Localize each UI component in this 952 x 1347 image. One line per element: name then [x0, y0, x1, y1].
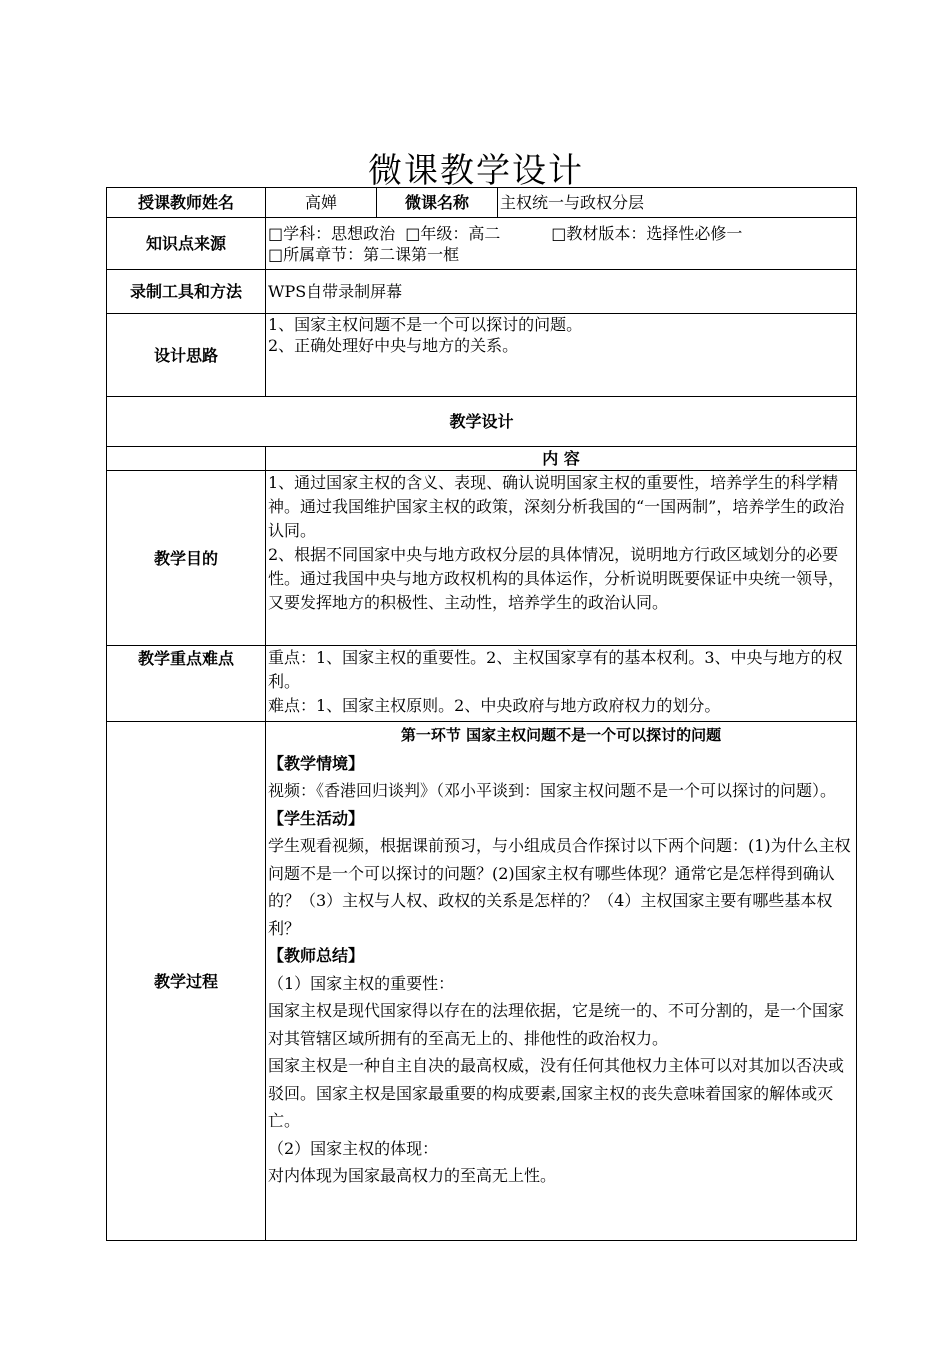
- teacher-name: 高婵: [266, 188, 377, 218]
- idea-cell: [266, 314, 857, 397]
- section-title: 教学设计: [107, 397, 857, 447]
- course-name: 主权统一与政权分层: [498, 188, 857, 218]
- process-section-title: 第一环节 国家主权问题不是一个可以探讨的问题: [400, 726, 722, 744]
- goal-label: 教学目的: [107, 471, 266, 646]
- source-cell: [266, 218, 857, 270]
- idea-item-1: 1、国家主权问题不是一个可以探讨的问题。: [268, 315, 583, 334]
- summary-line-4: （2）国家主权的体现：: [268, 1138, 439, 1158]
- process-cell: [266, 722, 857, 1241]
- page-title: 微课教学设计: [368, 151, 584, 191]
- summary-heading: 【教师总结】: [268, 946, 365, 965]
- goal-paragraph-1: 1、通过国家主权的含义、表现、确认说明国家主权的重要性，培养学生的科学精神。通过我国维护国家主权的政策，深刻分析我国的“一国两制”，培养学生的政治认同。: [268, 473, 845, 540]
- goal-paragraph-2: 2、根据不同国家中央与地方政权分层的具体情况，说明地方行政区域划分的必要性。通过我国中央与地方政权机构的具体运作，分析说明既要保证中央统一领导，又要发挥地方的积极性、主动性，培养学生的政治认同。: [268, 545, 845, 612]
- source-line-2: □所属章节：第二课第一框: [268, 244, 460, 264]
- summary-line-3: 国家主权是一种自主自决的最高权威，没有任何其他权力主体可以对其加以否决或驳回。国家主权是国家最重要的构成要素,国家主权的丧失意味着国家的解体或灭亡。: [268, 1056, 845, 1130]
- summary-line-1: （1）国家主权的重要性：: [268, 973, 455, 993]
- lesson-design-table: [106, 187, 857, 1241]
- process-label: 教学过程: [107, 722, 266, 1241]
- summary-line-5: 对内体现为国家最高权力的至高无上性。: [268, 1166, 557, 1185]
- activity-heading: 【学生活动】: [268, 808, 365, 828]
- difficulties: 难点：1、国家主权原则。2、中央政府与地方政府权力的划分。: [268, 696, 721, 715]
- activity-text: 学生观看视频，根据课前预习，与小组成员合作探讨以下两个问题：(1)为什么主权问题不是一个可以探讨的问题？(2)国家主权有哪些体现？通常它是怎样得到确认的？（3）主权与人权、政权的关系是怎样的？（4）主权国家主要有哪些基本权利？: [268, 836, 851, 938]
- teacher-label: 授课教师姓名: [107, 188, 266, 218]
- situation-text: 视频：《香港回归谈判》（邓小平谈到：国家主权问题不是一个可以探讨的问题）。: [268, 781, 837, 800]
- content-header: 内 容: [266, 447, 857, 471]
- tools-label: 录制工具和方法: [107, 270, 266, 314]
- goal-cell: [266, 471, 857, 646]
- tools-value: WPS自带录制屏幕: [266, 270, 857, 314]
- source-label: 知识点来源: [107, 218, 266, 270]
- key-label: 教学重点难点: [107, 646, 266, 722]
- idea-label: 设计思路: [107, 314, 266, 397]
- content-header-blank: [107, 447, 266, 471]
- situation-heading: 【教学情境】: [268, 753, 365, 773]
- idea-item-2: 2、正确处理好中央与地方的关系。: [268, 336, 519, 355]
- key-points: 重点：1、国家主权的重要性。2、主权国家享有的基本权利。3、中央与地方的权利。: [268, 648, 843, 691]
- source-line-1: □学科：思想政治 □年级：高二 □教材版本：选择性必修一: [268, 223, 743, 243]
- course-label: 微课名称: [377, 188, 498, 218]
- summary-line-2: 国家主权是现代国家得以存在的法理依据，它是统一的、不可分割的，是一个国家对其管辖区域所拥有的至高无上的、排他性的政治权力。: [268, 1001, 845, 1048]
- key-cell: [266, 646, 857, 722]
